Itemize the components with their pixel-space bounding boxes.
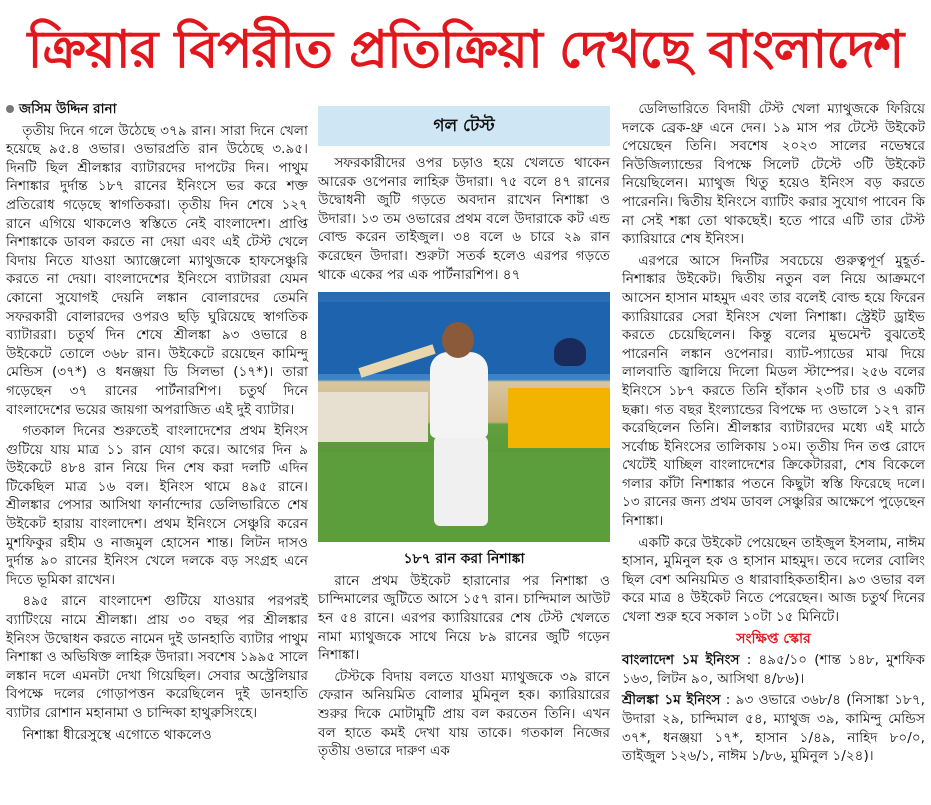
paragraph: নিশাঙ্কা ধীরেসুস্থে এগোতে থাকলেও xyxy=(22,726,212,743)
photo-caption: ১৮৭ রান করা নিশাঙ্কা xyxy=(403,551,525,568)
paragraph: এরপরে আসে দিনটির সবচেয়ে গুরুত্বপূর্ণ মুহূর্ত- নিশাঙ্কার উইকেট। দ্বিতীয় নতুন বল নিয়ে আক্রমণে আসেন হাসান মাহমুদ এবং তার বলেই বোল্ড হয়ে ফিরেন ক্যারিয়ারের সেরা ইনিংস খেলা নিশাঙ্কা। স্ট্রেইট ড্রাইভ করতে চেয়েছিলেন। কিন্তু বলের মুভমেন্ট বুঝতেই পারেননি লঙ্কান ওপেনার। ব্যাট-প্যাডের মাঝ দিয়ে লালবাতি জ্বালিয়ে দিলো মিডল স্টাম্পের। ২৫৬ বলের ইনিংসে ১৮৭ করতে তিনি হাঁকান ২৩টি চার ও একটি ছক্কা। গত বছর ইংল্যান্ডের বিপক্ষে দ্য ওভালে ১২৭ রান করেছিলেন তিনি। শ্রীলঙ্কার ব্যাটারদের মধ্যে এই মাঠে সর্বোচ্চ ইনিংসের তালিকায় ১০ম। তৃতীয় দিন তপ্ত রোদে খেটেই যাচ্ছিল বাংলাদেশের ক্রিকেটাররা, শেষ বিকেলে গলার কাঁটা নিশাঙ্কার পতনে কিছুটা স্বস্তি ফিরেছে দলে। ১৩ রানের জন্য প্রথম ডাবল সেঞ্চুরির আক্ষেপে পুড়েছেন নিশাঙ্কা। xyxy=(622,252,925,530)
headline: ক্রিয়ার বিপরীত প্রতিক্রিয়া দেখছে বাংলাদেশ xyxy=(27,20,904,80)
paragraph: সফরকারীদের ওপর চড়াও হয়ে খেলতে থাকেন আরেক ওপেনার লাহিরু উদারা। ৭৫ বলে ৪৭ রানের উদ্বোধনী জুটি গড়তে অবদান রাখেন নিশাঙ্কা ও উদারা। ১৩ তম ওভারের প্রথম বলে উদারাকে কট এন্ড বোল্ড করেন তাইজুল। ৩৪ বলে ৬ চারে ২৯ রান করেছেন উদারা। শুরুটা সতর্ক হলেও এরপর গড়তে থাকে একের পর এক পার্টনারশিপ। ৪৭ xyxy=(318,155,610,283)
paragraph: রানে প্রথম উইকেট হারানোর পর নিশাঙ্কা ও চান্দিমালের জুটিতে আসে ১৫৭ রান। চান্দিমাল আউট হন ৫৪ রানে। এরপর ক্যারিয়ারের শেষ টেস্ট খেলতে নামা ম্যাথুজকে সাথে নিয়ে ৮৯ রানের জুটি গড়েন নিশাঙ্কা। xyxy=(318,572,610,664)
paragraph: টেস্টকে বিদায় বলতে যাওয়া ম্যাথুজকে ৩৯ রানে ফেরান অনিয়মিত বোলার মুমিনুল হক। ক্যারিয়ারের শুরুর দিকে মোটামুটি প্রায় বল করতেন তিনি। এখন বল হাতে কমই দেখা যায় তাকে। গতকাল নিজের তৃতীয় ওভারে দারুণ এক xyxy=(318,668,610,760)
byline xyxy=(6,100,308,119)
advert-board xyxy=(318,392,428,442)
article-column-2 xyxy=(318,100,610,764)
score-title: সংক্ষিপ্ত স্কোর xyxy=(736,630,811,647)
paragraph: গতকাল দিনের শুরুতেই বাংলাদেশের প্রথম ইনিংস গুটিয়ে যায় মাত্র ১১ রান যোগ করে। আগের দিন ৯ উইকেটে ৪৮৪ রান নিয়ে দিন শেষ করা দলটি এদিন টিকেছিল মাত্র ১৬ বল। ইনিংস থামে ৪৯৫ রানে। শ্রীলঙ্কার পেসার আসিথা ফার্নান্দোর ডেলিভারিতে শেষ উইকেট হারায় বাংলাদেশ। প্রথম ইনিংসে সেঞ্চুরি করেন মুশফিকুর রহীম ও নাজমুল হোসেন শান্ত। লিটন দাসও দুর্দান্ত ৯০ রানের ইনিংস খেলে দলকে বড় সংগ্রহ এনে দিতে ভূমিকা রাখেন। xyxy=(6,423,308,588)
player-figure xyxy=(430,352,488,438)
scorecard-team: শ্রীলঙ্কা ১ম ইনিংস xyxy=(622,692,721,709)
scorecard-detail: : ৪৯৫/১০ (শান্ত ১৪৮, মুশফিক ১৬৩, লিটন ৯০, আসিথা ৪/৮৬)। xyxy=(622,652,925,687)
paragraph: তৃতীয় দিনে গলে উঠেছে ৩৭৯ রান। সারা দিনে খেলা হয়েছে ৯৫.৪ ওভার। ওভারপ্রতি রান উঠেছে ৩.৯৫। দিনটি ছিল শ্রীলঙ্কার ব্যাটারদের দাপটের দিন। পাথুম নিশাঙ্কার দুর্দান্ত ১৮৭ রানের ইনিংসে ভর করে শক্ত প্রতিরোধ গড়েছে স্বাগতিকরা। তৃতীয় দিন শেষে ১২৭ রানে এগিয়ে থাকলেও স্বস্তিতে নেই বাংলাদেশ। প্রাপ্তি নিশাঙ্কাকে ডাবল করতে না দেয়া এবং এই টেস্ট খেলে বিদায় নিতে যাওয়া অ্যাঞ্জেলো ম্যাথুজকে হাফসেঞ্চুরি করতে না দেয়া। বাংলাদেশের ইনিংসে ব্যাটাররা যেমন কোনো সুযোগই দেয়নি লঙ্কান বোলারদের তেমনি সফরকারী বোলারদের ওপরও ছড়ি ঘুরিয়েছে স্বাগতিক ব্যাটাররা। চতুর্থ দিন শেষে শ্রীলঙ্কা ৯৩ ওভারে ৪ উইকেটে তোলে ৩৬৮ রান। উইকেটে রয়েছেন কামিন্দু মেন্ডিস (৩৭*) ও ধনঞ্জয়া ডি সিলভা (১৭*)। তারা গড়েছেন ৩৭ রানের পার্টনারশিপ। চতুর্থ দিনে বাংলাদেশের ভয়ের জায়গা অপরাজিত এই দুই ব্যাটার। xyxy=(6,122,308,418)
scorecard-line xyxy=(622,651,925,688)
paragraph: একটি করে উইকেট পেয়েছেন তাইজুল ইসলাম, নাঈম হাসান, মুমিনুল হক ও হাসান মাহমুদ। তবে দলের বোলিং ছিল বেশ অনিয়মিত ও ধারাবাহিকতাহীন। ৯৩ ওভার বল করে মাত্র ৪ উইকেট নিতে পেরেছেন। আজ চতুর্থ দিনের খেলা শুরু হবে সকাল ১০টা ১৫ মিনিটে। xyxy=(622,534,925,626)
player-photo xyxy=(318,292,610,542)
section-label: গল টেস্ট xyxy=(318,106,610,146)
byline-text: জসিম উদ্দিন রানা xyxy=(19,101,117,117)
player-figure xyxy=(442,322,474,358)
paragraph: ৪৯৫ রানে বাংলাদেশ গুটিয়ে যাওয়ার পরপরই ব্যাটিংয়ে নামে শ্রীলঙ্কা। প্রায় ৩০ বছর পর শ্রীলঙ্কার ইনিংস উদ্বোধন করতে নামেন দুই ডানহাতি ব্যাটার পাথুম নিশাঙ্কা ও অভিষিক্ত লাহিরু উদারা। সবশেষ ১৯৯৫ সালে লঙ্কান দলে এমনটা দেখা গিয়েছিল। সেবার অস্ট্রেলিয়ার বিপক্ষে দলের গোড়াপত্তন করেছিলেন দুই ডানহাতি ব্যাটার রোশান মহানামা ও চান্দিকা হাথুরুসিংহে। xyxy=(6,593,308,721)
article-column-3 xyxy=(622,100,925,769)
scorecard-team: বাংলাদেশ ১ম ইনিংস xyxy=(622,652,740,669)
scorecard-line xyxy=(622,691,925,765)
article-column-1 xyxy=(6,100,308,747)
helmet-icon xyxy=(554,338,586,366)
bullet-icon xyxy=(6,105,14,113)
advert-board xyxy=(508,388,610,448)
paragraph: ডেলিভারিতে বিদায়ী টেস্ট খেলা ম্যাথুজকে ফিরিয়ে দলকে ব্রেক-থ্রু এনে দেন। ১৯ মাস পর টেস্টে উইকেট পেয়েছেন তিনি। সবশেষ ২০২৩ সালের নভেম্বরে নিউজিল্যান্ডের বিপক্ষে সিলেট টেস্টে ৩টি উইকেট নিয়েছিলেন। ম্যাথুজ থিতু হয়েও ইনিংস বড় করতে পারেননি। দ্বিতীয় ইনিংসে ব্যাটিং করার সুযোগ পাবেন কি না সেই শঙ্কা তো থাকছেই। হতে পারে এটি তার টেস্ট ক্যারিয়ারে শেষ ইনিংস। xyxy=(622,101,925,248)
scorecard-detail: : ৯৩ ওভারে ৩৬৮/৪ (নিসাঙ্কা ১৮৭, উদারা ২৯, চান্দিমাল ৫৪, ম্যাথুজ ৩৯, কামিন্দু মেন্ডিস ৩৭*, ধনঞ্জয়া ১৭*, হাসান ১/৪৯, নাহিদ ৮০/০, তাইজুল ১২৬/১, নাঈম ১/৮৬, মুমিনুল ১/২৪)। xyxy=(622,692,925,765)
player-figure xyxy=(434,436,488,526)
